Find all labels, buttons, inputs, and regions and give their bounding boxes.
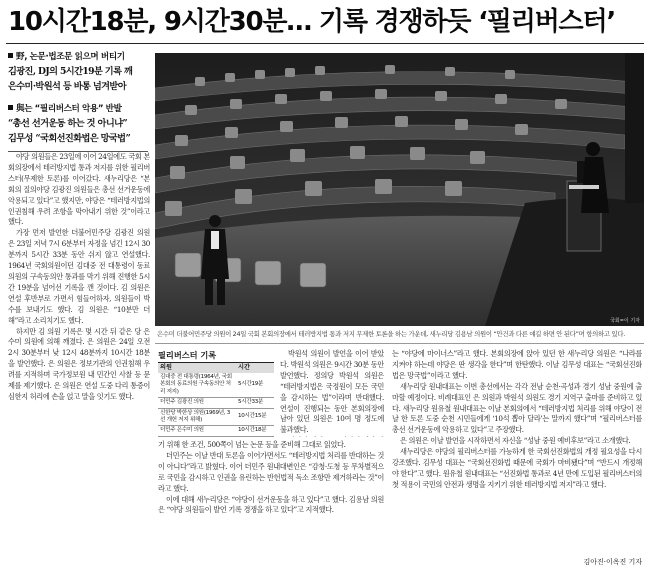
photo-credit: 국회=이 기자 [610,318,640,324]
paragraph: 기 위해 한 조건, 500쪽이 넘는 논문 등을 준비해 그대로 읽었다. [158,440,346,449]
record-table [158,363,274,437]
paragraph: 하지만 김 의원 기록은 몇 시간 뒤 같은 당 은수미 의원에 의해 깨졌다. 은 의원은 24일 오전 2시 30분부터 낮 12시 48분까지 10시간 18분을 발언했다. 은 의원은 정보기관의 인권침해 우려를 지적하며 국가정보원 내 민간인 사찰 등 문제를 제기했다. 은 의원은 연설 도중 다리 통증이 심한지 허리에 손을 얹고 말을 잇기도 했다. [8,326,150,401]
deck-line: 김무성 “국회선진화법은 망국법” [8,132,131,144]
summary-box [8,50,150,158]
record-table-box [158,349,274,437]
table-row [158,408,274,426]
table-cell: 10시간18분 [236,426,274,436]
paragraph: 야당 의원들은 23일에 이어 24일에도 국회 본회의장에서 테러방지법 통과 저지를 위한 필리버스터(무제한 토론)를 이어갔다. 새누리당은 “본회의 질의야당 김광진 의원들은 총선 선거운동에 악용되고 있다”고 했지만, 야당은 “테러방지법의 인권침해 우려 조항을 막아내기 위한 것”이라고 했다. [8,152,150,227]
kicker-ruling [8,102,150,117]
paragraph: 은 의원은 이날 발언을 시작하면서 자신을 “성남 중원 예비후보”라고 소개했다. [400,436,631,446]
table-cell: 더민주 김광진 의원 [158,398,236,408]
square-bullet-icon [8,105,13,110]
paragraph: 새누리당은 야당의 필리버스터를 가능하게 한 국회선진화법의 개정 필요성을 다시 강조했다. 김무성 대표는 “국회선진화법 때문에 국회가 마비됐다”며 “반드시 개정해야 한다”고 했다. 원유철 원내대표는 “선진화법 통과로 4년 만에 도입된 필리버스터의 첫 적용이 국민의 안전과 생명을 지키기 위한 테러방지법 저지”라고 했다. [392,447,642,489]
deck-line: 은수미·박원석 등 바통 넘겨받아 [8,80,126,92]
article-column-3 [392,349,642,556]
kicker-opposition [8,50,150,65]
table-header-row [158,363,274,373]
paragraph: 박원석 의원이 발언을 이어 받았다. 박원석 의원은 9시간 30분 동안 발언했다. 정의당 박원석 의원은 “테러방지법은 국정원이 모든 국민을 감시하는 법”이라며 반대했다. 연설이 진행되는 동안 본회의장에 남아 있던 의원은 10여 명 정도에 불과했다. [280,349,384,435]
table-header: 의원 [158,363,236,373]
paragraph: 이에 대해 새누리당은 “야당이 선거운동을 하고 있다”고 했다. 김용남 의원은 “야당 의원들이 발언 기록 경쟁을 하고 있다”고 지적했다. [158,494,384,515]
table-row [158,373,274,398]
paragraph [280,436,384,437]
table-cell: 10시간15분 [236,408,274,426]
square-bullet-icon [8,53,13,58]
headline: 10시간18분, 9시간30분… 기록 경쟁하듯 ‘필리버스터’ [8,7,616,37]
paragraph: 는 “야당에 마이너스”라고 했다. 본회의장에 앉아 있던 한 새누리당 의원은 “나라를 지켜야 하는데 야당은 딴 생각을 한다”며 한탄했다. 이날 김무성 대표는 “국회선진화법은 망국법”이라고 했다. [392,349,642,380]
table-cell: 5시간19분 [236,373,274,398]
table-header: 시간 [236,363,274,373]
table-cell: 더민주 은수미 의원 [158,426,236,436]
byline: 김아진·이옥진 기자 [583,558,642,566]
assembly-hall-image [155,53,644,326]
kicker-opposition-text: 野, 논문·법조문 읽으며 버티기 [16,52,125,62]
article-column-2 [158,440,384,568]
table-title: 필리버스터 기록 [158,349,274,363]
table-cell: 5시간33분 [236,398,274,408]
article-column-1 [8,152,150,568]
paragraph: 가장 먼저 발언한 더불어민주당 김광진 의원은 23일 저녁 7시 6분부터 자정을 넘긴 12시 30분까지 5시간 33분 동안 쉬지 않고 연설했다. 1964년 국회의원이던 김대중 전 대통령이 동료 의원의 구속동의안 통과를 막기 위해 진행한 5시간 19분을 넘어선 기록을 깬 것이다. 김 의원은 연설 후반부로 가면서 힘들어하자, 의원들이 박수를 보내기도 했다. 김 의원은 “10분만 더 해”라고 소리치기도 했다. [8,228,150,325]
paragraph: 새누리당 원내대표는 이번 총선에서는 각각 전남 순천·곡성과 경기 성남 중원에 출마할 예정이다. 비례대표인 은 의원과 박원석 의원도 경기 지역구 출마를 준비하고 있다. 새누리당 원유철 원내대표는 이날 본회의에서 “테러방지법 처리를 위해 야당이 전날 한 토론 도중 순천 시민들에게 ‘10석 뽑아 달라’는 말까지 했다”며 “필리버스터를 총선 선거운동에 악용하고 있다”고 주장했다. [392,381,642,435]
article-column-2-top [280,349,384,437]
assembly-photo [155,53,644,326]
table-cell: 신한당 박한상 의원(1969년, 3선 개헌 저지 위해) [158,408,236,426]
paragraph: 더민주는 이날 반대 토론을 이어가면서도 “테러방지법 처리를 반대하는 것이 아니다”라고 밝혔다. 이어 더민주 원내대변인은 “감청·도청 등 무차별적으로 국민을 감시하고 인권을 유린하는 반헌법적 독소 조항만 제거하라는 것”이라고 했다. [158,450,384,493]
deck-line: 김광진, DJ의 5시간19분 기록 깨 [8,66,133,77]
caption-rule [155,343,644,344]
table-cell: 김대중 전 대통령(1964년, 국회 본회의 동료의원 구속동의안 처리 저지) [158,373,236,398]
photo-caption: 은수미 더불어민주당 의원이 24일 국회 본회의장에서 테러방지법 통과 저지 무제한 토론을 하는 가운데, 새누리당 김용남 의원이 “안건과 다른 얘길 하면 안 된다”며 항의하고 있다. [157,330,625,338]
table-row [158,398,274,408]
headline-rule [6,43,644,44]
kicker-ruling-text: 與는 “필리버스터 악용” 반발 [16,104,122,114]
deck-line: “총선 선거운동 하는 것 아니냐” [8,118,128,129]
table-row [158,426,274,436]
